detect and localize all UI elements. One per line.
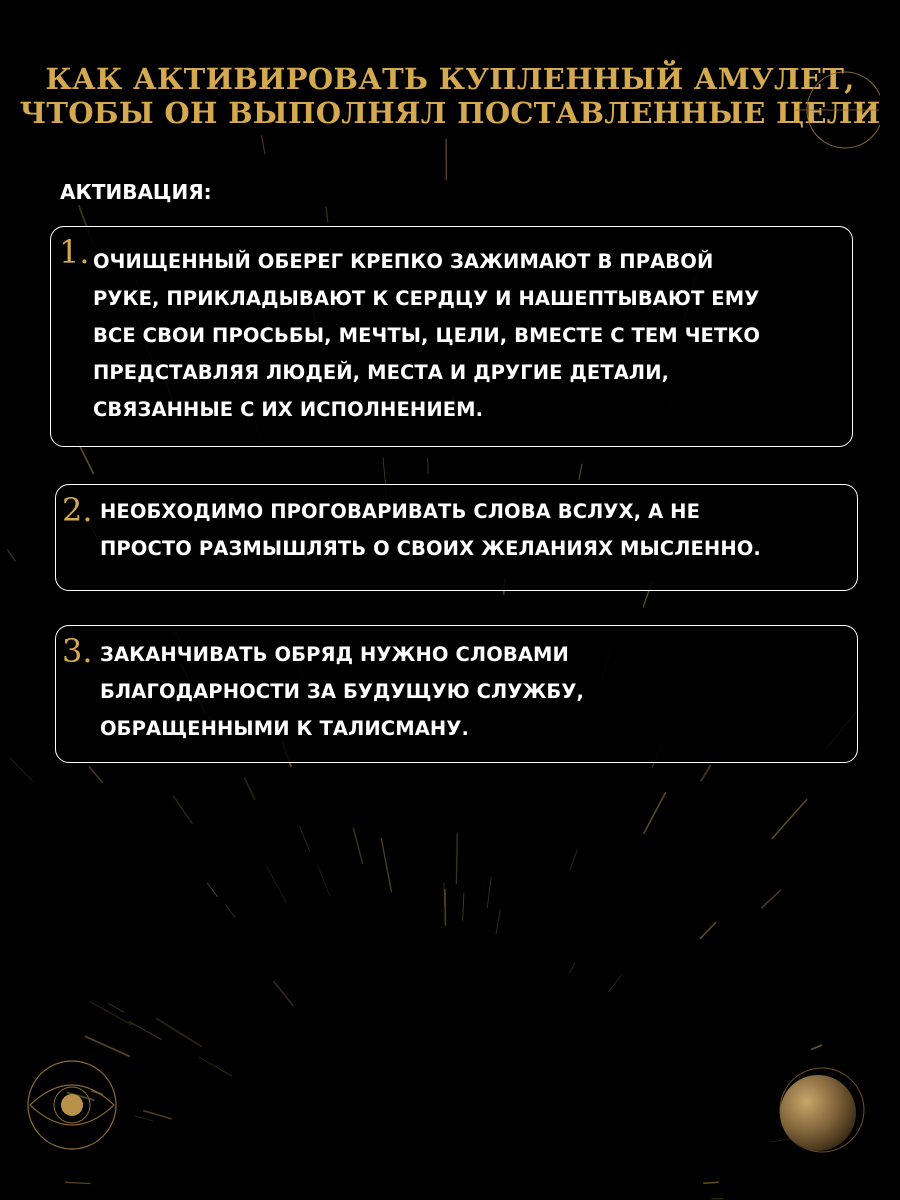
background-ray [762, 890, 781, 908]
step-text-3: ЗАКАНЧИВАТЬ ОБРЯД НУЖНО СЛОВАМИ БЛАГОДАРНОСТИ ЗА БУДУЩУЮ СЛУЖБУ, ОБРАЩЕННЫМИ К ТАЛИСМАНУ. [100, 643, 585, 740]
background-ray [487, 877, 491, 908]
step-card-3 [55, 625, 858, 763]
crescent-moon-icon [790, 40, 880, 180]
background-ray [700, 922, 715, 938]
background-ray [199, 1057, 232, 1076]
step-card-1 [50, 226, 853, 447]
background-ray [85, 1037, 129, 1057]
background-ray [608, 975, 621, 992]
background-ray [8, 550, 15, 561]
background-ray [262, 136, 265, 154]
background-ray [65, 1182, 90, 1183]
background-ray [300, 827, 310, 851]
title-line-1: КАК АКТИВИРОВАТЬ КУПЛЕННЫЙ АМУЛЕТ, [45, 62, 855, 96]
step-text-2: НЕОБХОДИМО ПРОГОВАРИВАТЬ СЛОВА ВСЛУХ, А НЕ ПРОСТО РАЗМЫШЛЯТЬ О СВОИХ ЖЕЛАНИЯХ МЫСЛЕННО. [100, 500, 761, 560]
background-ray [644, 793, 665, 833]
step-number-1: 1. [59, 233, 90, 271]
background-ray [9, 757, 32, 780]
page-title [0, 62, 900, 130]
background-ray [245, 778, 255, 799]
background-ray [135, 1116, 153, 1121]
title-line-2: ЧТОБЫ ОН ВЫПОЛНЯЛ ПОСТАВЛЕННЫЕ ЦЕЛИ [19, 96, 881, 130]
background-ray [267, 867, 287, 903]
background-ray [456, 834, 457, 884]
background-ray [144, 1111, 171, 1119]
background-ray [109, 1004, 124, 1013]
full-moon-icon [770, 1055, 870, 1165]
background-ray [496, 909, 500, 933]
background-ray [701, 766, 710, 781]
eye-icon [22, 1055, 122, 1155]
background-ray [381, 839, 391, 892]
background-ray [207, 883, 217, 896]
background-ray [129, 1022, 161, 1040]
background-ray [354, 829, 363, 864]
background-ray [570, 964, 575, 974]
background-ray [772, 800, 807, 839]
background-ray [157, 1019, 201, 1046]
background-ray [226, 905, 235, 917]
step-number-3: 3. [62, 632, 93, 670]
background-ray [173, 796, 192, 824]
background-ray [570, 850, 577, 870]
background-ray [274, 982, 293, 1006]
step-number-2: 2. [62, 491, 93, 529]
step-text-1: ОЧИЩЕННЫЙ ОБЕРЕГ КРЕПКО ЗАЖИМАЮТ В ПРАВОЙ РУКЕ, ПРИКЛАДЫВАЮТ К СЕРДЦУ И НАШЕПТЫВАЮТ ЕМУ ВСЕ СВОИ ПРОСЬБЫ, МЕЧТЫ, ЦЕЛИ, ВМЕСТЕ С ТЕМ ЧЕТКО ПРЕДСТАВЛЯЯ ЛЮДЕЙ, МЕСТА И ДРУГИЕ ДЕТАЛИ, СВЯЗАННЫЕ С ИХ ИСПОЛНЕНИЕМ. [93, 250, 761, 421]
section-label: АКТИВАЦИЯ: [60, 180, 212, 204]
background-ray [812, 1045, 821, 1049]
background-ray [463, 893, 464, 921]
background-ray [318, 865, 330, 896]
background-ray [91, 1002, 132, 1025]
background-ray [445, 890, 446, 925]
background-ray [89, 767, 102, 783]
background-ray [326, 207, 328, 222]
background-ray [579, 464, 582, 479]
step-card-2 [55, 484, 858, 591]
background-ray [704, 1182, 718, 1183]
